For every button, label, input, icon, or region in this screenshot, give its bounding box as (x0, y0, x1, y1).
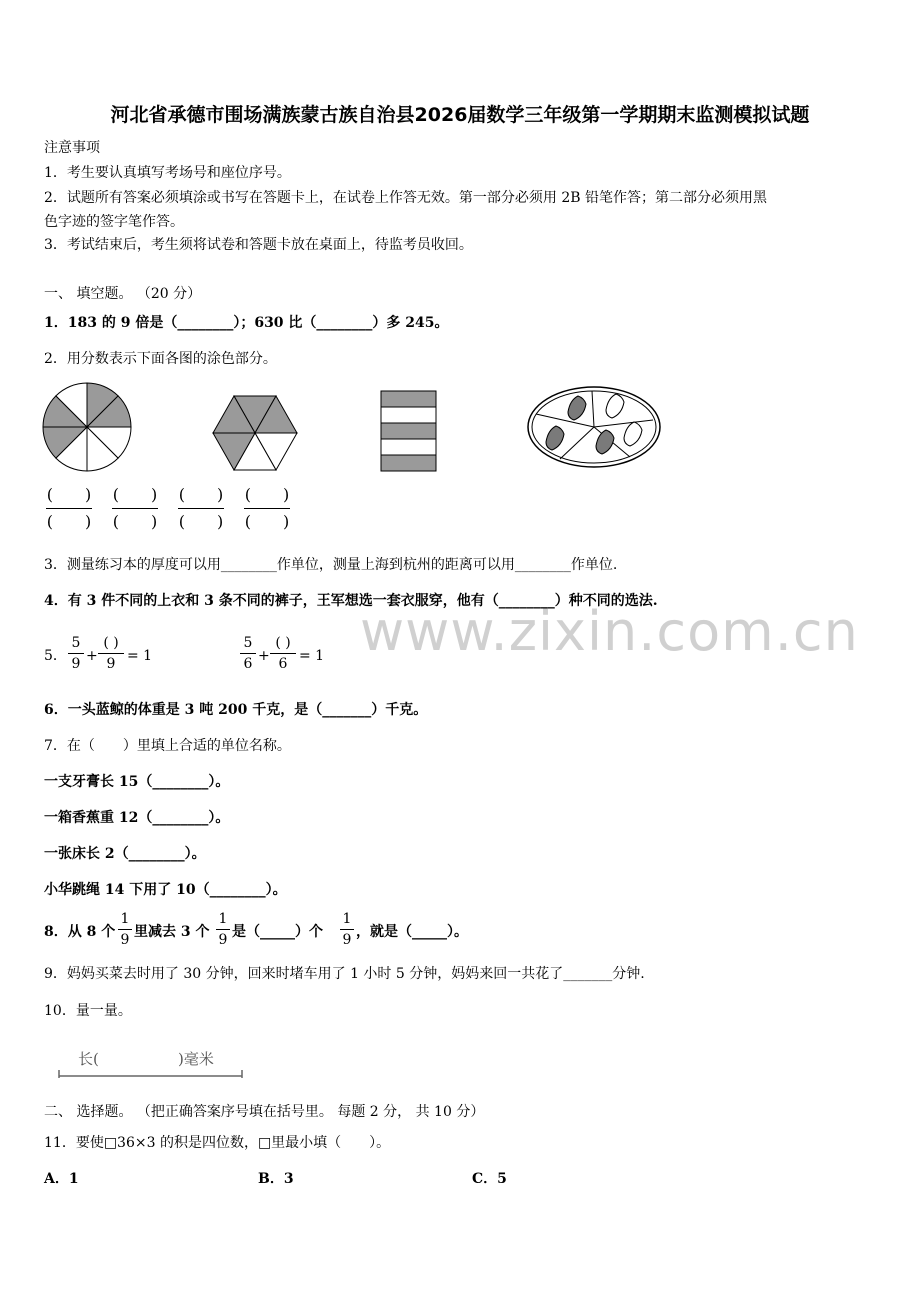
fraction: 1 9 (118, 910, 132, 949)
watermark: www.zixin.com.cn (360, 600, 859, 663)
option-c[interactable]: C．5 (472, 1171, 507, 1187)
option-b[interactable]: B．3 (258, 1171, 294, 1187)
ruler-figure (58, 1044, 244, 1080)
equals-one: = 1 (127, 648, 153, 664)
ruler-label-left: 长( (78, 1050, 99, 1068)
notice-heading: 注意事项 (44, 140, 100, 156)
answer-fraction-1[interactable]: ( ) ( ) (46, 485, 92, 531)
fraction: 1 9 (340, 910, 354, 949)
plus-sign: + (86, 648, 98, 664)
notice-item: 2．试题所有答案必须填涂或书写在答题卡上，在试卷上作答无效。第一部分必须用 2B 铅笔作答；第二部分必须用黑 (44, 190, 767, 206)
fraction: 5 6 (240, 634, 256, 673)
equals-one: = 1 (299, 648, 325, 664)
option-a[interactable]: A．1 (44, 1171, 79, 1187)
answer-fraction-3[interactable]: ( ) ( ) (178, 485, 224, 531)
section-heading: 二、 选择题。 （把正确答案序号填在括号里。 每题 2 分， 共 10 分） (44, 1104, 485, 1120)
question-10: 10．量一量。 (44, 1003, 132, 1019)
question-2: 2．用分数表示下面各图的涂色部分。 (44, 351, 277, 367)
fraction[interactable]: ( ) 9 (98, 634, 124, 673)
oval-figure (528, 387, 660, 467)
question-9: 9．妈妈买菜去时用了 30 分钟，回来时堵车用了 1 小时 5 分钟，妈妈来回一共花了_______分钟. (44, 966, 645, 982)
fraction: 1 9 (216, 910, 230, 949)
answer-fraction-4[interactable]: ( ) ( ) (244, 485, 290, 531)
plus-sign: + (258, 648, 270, 664)
question-7: 7．在（ ）里填上合适的单位名称。 (44, 738, 291, 754)
measure-line (58, 1068, 244, 1080)
question-1: 1．183 的 9 倍是（________）；630 比（________）多 245。 (44, 315, 449, 331)
question-4: 4．有 3 件不同的上衣和 3 条不同的裤子，王军想选一套衣服穿，他有（________）种不同的选法. (44, 593, 658, 609)
question-7-item: 一张床长 2（________）。 (44, 846, 206, 862)
question-3: 3．测量练习本的厚度可以用________作单位，测量上海到杭州的距离可以用________作单位. (44, 557, 618, 573)
question-8-part: 8．从 8 个 (44, 924, 116, 940)
fraction-figures (40, 382, 680, 474)
hexagon-figure (213, 396, 297, 470)
question-7-item: 一支牙膏长 15（________）。 (44, 774, 230, 790)
question-8-part: 是（_____）个 (232, 924, 323, 940)
notice-item: 色字迹的签字笔作答。 (44, 214, 184, 230)
question-7-item: 小华跳绳 14 下用了 10（________）。 (44, 882, 287, 898)
ruler-label-right: )毫米 (178, 1050, 214, 1068)
page-title: 河北省承德市围场满族蒙古族自治县2026届数学三年级第一学期期末监测模拟试题 (110, 104, 810, 126)
question-8-part: ，就是（_____）。 (356, 924, 468, 940)
question-5-label: 5． (44, 648, 67, 664)
circle-figure (43, 383, 131, 471)
fraction[interactable]: ( ) 6 (270, 634, 296, 673)
notice-item: 1．考生要认真填写考场号和座位序号。 (44, 165, 291, 181)
question-6: 6．一头蓝鲸的体重是 3 吨 200 千克，是（_______）千克。 (44, 702, 428, 718)
fraction: 5 9 (68, 634, 84, 673)
question-7-item: 一箱香蕉重 12（________）。 (44, 810, 230, 826)
section-heading: 一、 填空题。 （20 分） (44, 286, 202, 302)
question-8-part: 里减去 3 个 (134, 924, 210, 940)
stripe-figure (381, 391, 436, 471)
question-11: 11．要使□36×3 的积是四位数，□里最小填（ ）。 (44, 1135, 391, 1151)
answer-fraction-2[interactable]: ( ) ( ) (112, 485, 158, 531)
notice-item: 3．考试结束后，考生须将试卷和答题卡放在桌面上，待监考员收回。 (44, 237, 473, 253)
